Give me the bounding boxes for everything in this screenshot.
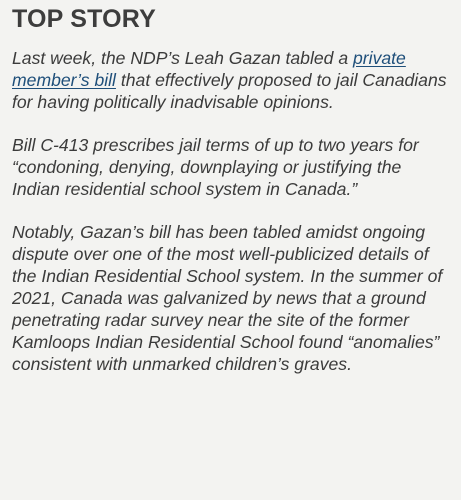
paragraph-3: Notably, Gazan’s bill has been tabled amidst ongoing dispute over one of the most well-publicized details of the Indian Residential School system. In the summer of 2021, Canada was galvanized by news that a ground penetrating radar survey near the site of the former Kamloops Indian Residential School found “anomalies” consistent with unmarked children’s graves. bbox=[12, 222, 443, 374]
section-headline: TOP STORY bbox=[12, 5, 156, 33]
paragraph-1 bbox=[12, 47, 451, 113]
paragraph-2: Bill C-413 prescribes jail terms of up to two years for “condoning, denying, downplaying or justifying the Indian residential school system in Canada.” bbox=[12, 135, 419, 199]
private-members-bill-link[interactable]: private member’s bill bbox=[12, 48, 406, 90]
paragraph-1-text-after-link: that effectively proposed to jail Canadians for having politically inadvisable opinions. bbox=[12, 70, 447, 112]
paragraph-1-text-before-link: Last week, the NDP’s Leah Gazan tabled a bbox=[12, 48, 354, 68]
